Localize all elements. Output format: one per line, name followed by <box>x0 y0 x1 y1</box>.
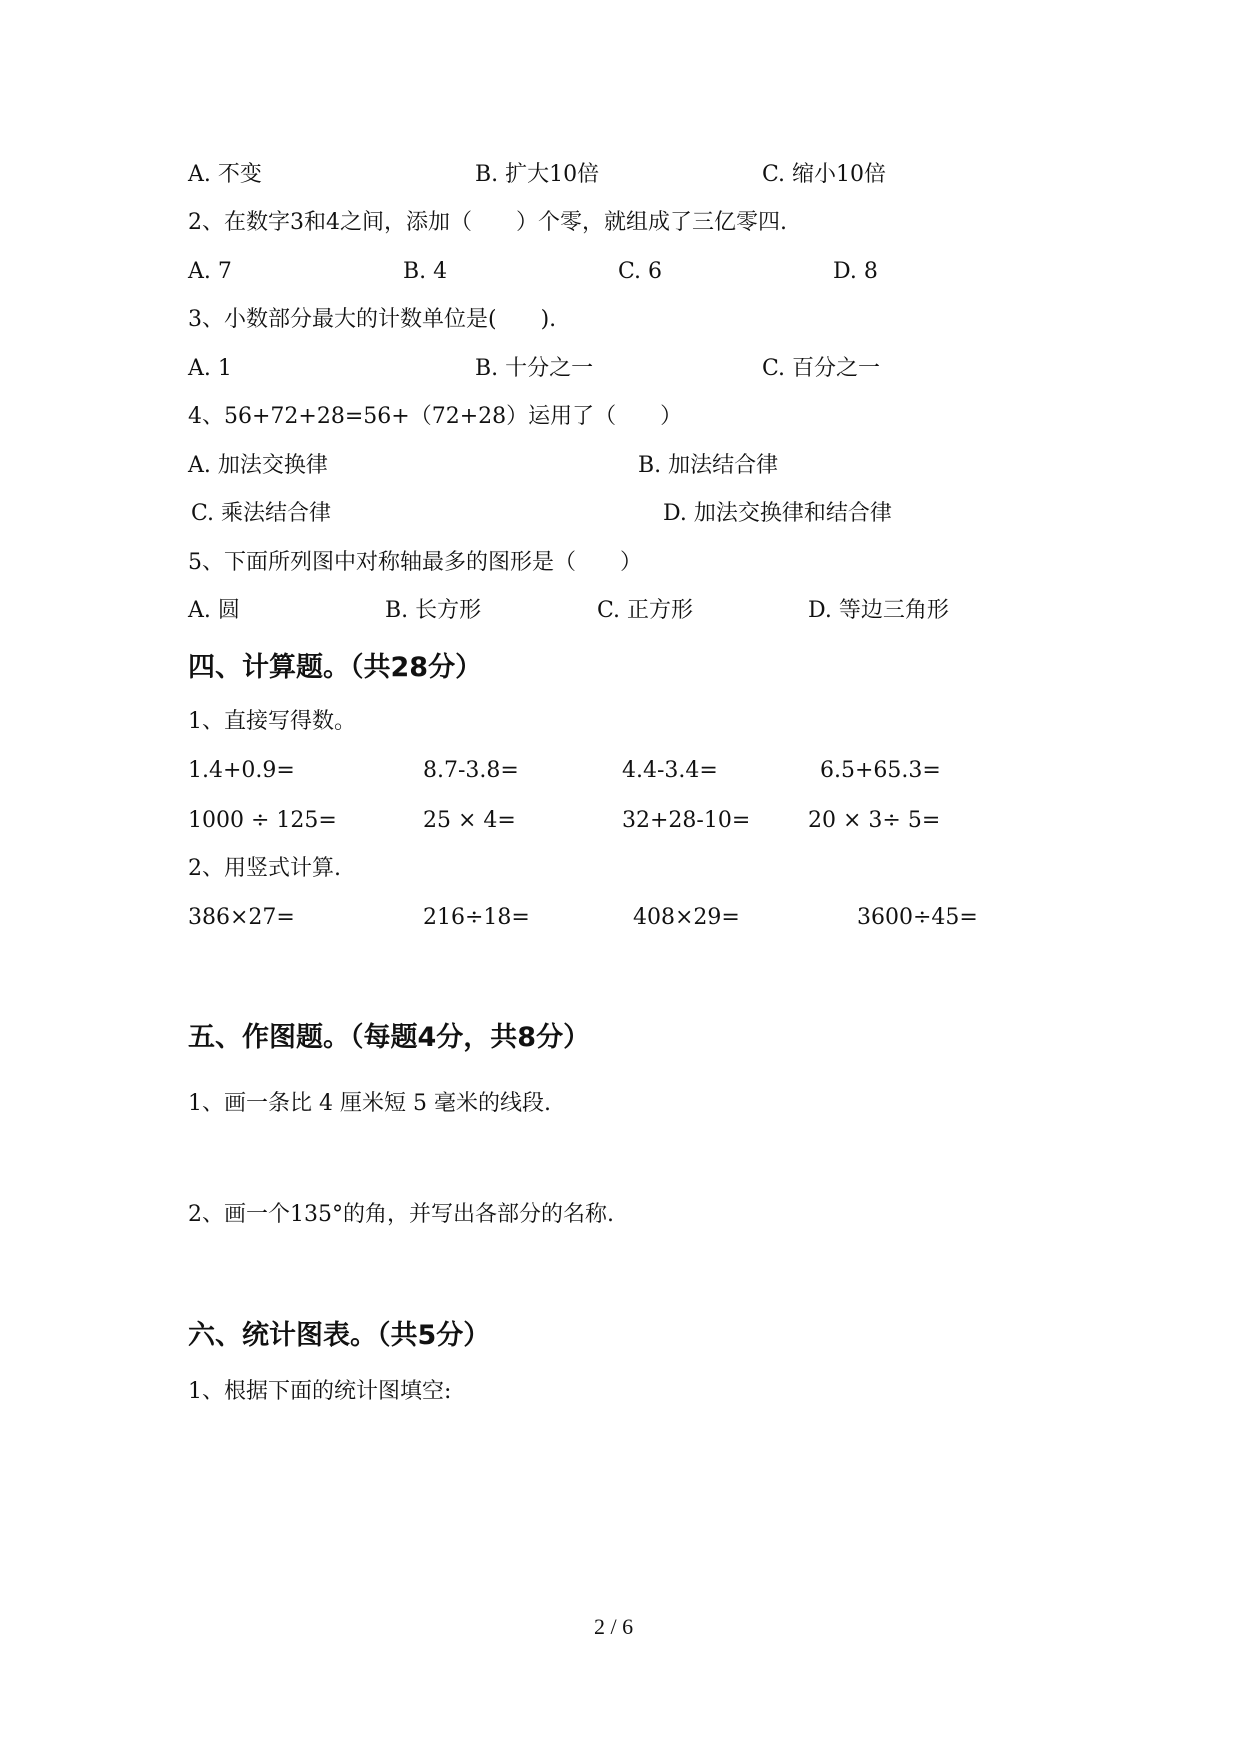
q2-option-a: A. 7 <box>188 259 232 284</box>
calc-item: 32+28-10= <box>622 808 751 833</box>
vertical-calc-item: 216÷18= <box>423 905 530 930</box>
section-5-question-1: 1、画一条比 4 厘米短 5 毫米的线段. <box>188 1091 551 1116</box>
calc-item: 8.7-3.8= <box>423 758 519 783</box>
q3-option-b: B. 十分之一 <box>475 356 594 381</box>
q5-option-c: C. 正方形 <box>597 598 694 623</box>
q2-option-d: D. 8 <box>833 259 878 284</box>
calc-item: 1000 ÷ 125= <box>188 808 337 833</box>
section-6-question-1: 1、根据下面的统计图填空: <box>188 1379 452 1404</box>
section-4-heading: 四、计算题。（共28分） <box>188 652 483 683</box>
q4-option-d: D. 加法交换律和结合律 <box>663 501 892 526</box>
section-4-question-2: 2、用竖式计算. <box>188 856 341 881</box>
calc-item: 1.4+0.9= <box>188 758 295 783</box>
q4-option-a: A. 加法交换律 <box>188 453 328 478</box>
calc-item: 25 × 4= <box>423 808 516 833</box>
calc-item: 4.4-3.4= <box>622 758 718 783</box>
q3-option-c: C. 百分之一 <box>762 356 881 381</box>
calc-item: 20 × 3÷ 5= <box>808 808 941 833</box>
section-5-question-2: 2、画一个135°的角，并写出各部分的名称. <box>188 1202 614 1227</box>
q5-option-a: A. 圆 <box>188 598 240 623</box>
calc-item: 6.5+65.3= <box>820 758 941 783</box>
q2-option-b: B. 4 <box>403 259 448 284</box>
q3-option-a: A. 1 <box>188 356 232 381</box>
q1-option-b: B. 扩大10倍 <box>475 162 600 187</box>
question-4: 4、56+72+28=56+（72+28）运用了（ ） <box>188 404 683 429</box>
vertical-calc-item: 386×27= <box>188 905 295 930</box>
q4-option-b: B. 加法结合律 <box>638 453 779 478</box>
q5-option-b: B. 长方形 <box>385 598 482 623</box>
q1-option-c: C. 缩小10倍 <box>762 162 887 187</box>
q1-option-a: A. 不变 <box>188 162 262 187</box>
q2-option-c: C. 6 <box>618 259 663 284</box>
question-2: 2、在数字3和4之间，添加（ ）个零，就组成了三亿零四. <box>188 210 787 235</box>
section-5-heading: 五、作图题。（每题4分，共8分） <box>188 1022 591 1053</box>
vertical-calc-item: 3600÷45= <box>857 905 978 930</box>
page-number: 2 / 6 <box>594 1614 634 1639</box>
question-5: 5、下面所列图中对称轴最多的图形是（ ） <box>188 550 642 575</box>
section-6-heading: 六、统计图表。（共5分） <box>188 1320 491 1351</box>
q4-option-c: C. 乘法结合律 <box>191 501 332 526</box>
section-4-question-1: 1、直接写得数。 <box>188 709 356 734</box>
q5-option-d: D. 等边三角形 <box>808 598 949 623</box>
question-3: 3、小数部分最大的计数单位是( ). <box>188 307 557 332</box>
vertical-calc-item: 408×29= <box>633 905 740 930</box>
